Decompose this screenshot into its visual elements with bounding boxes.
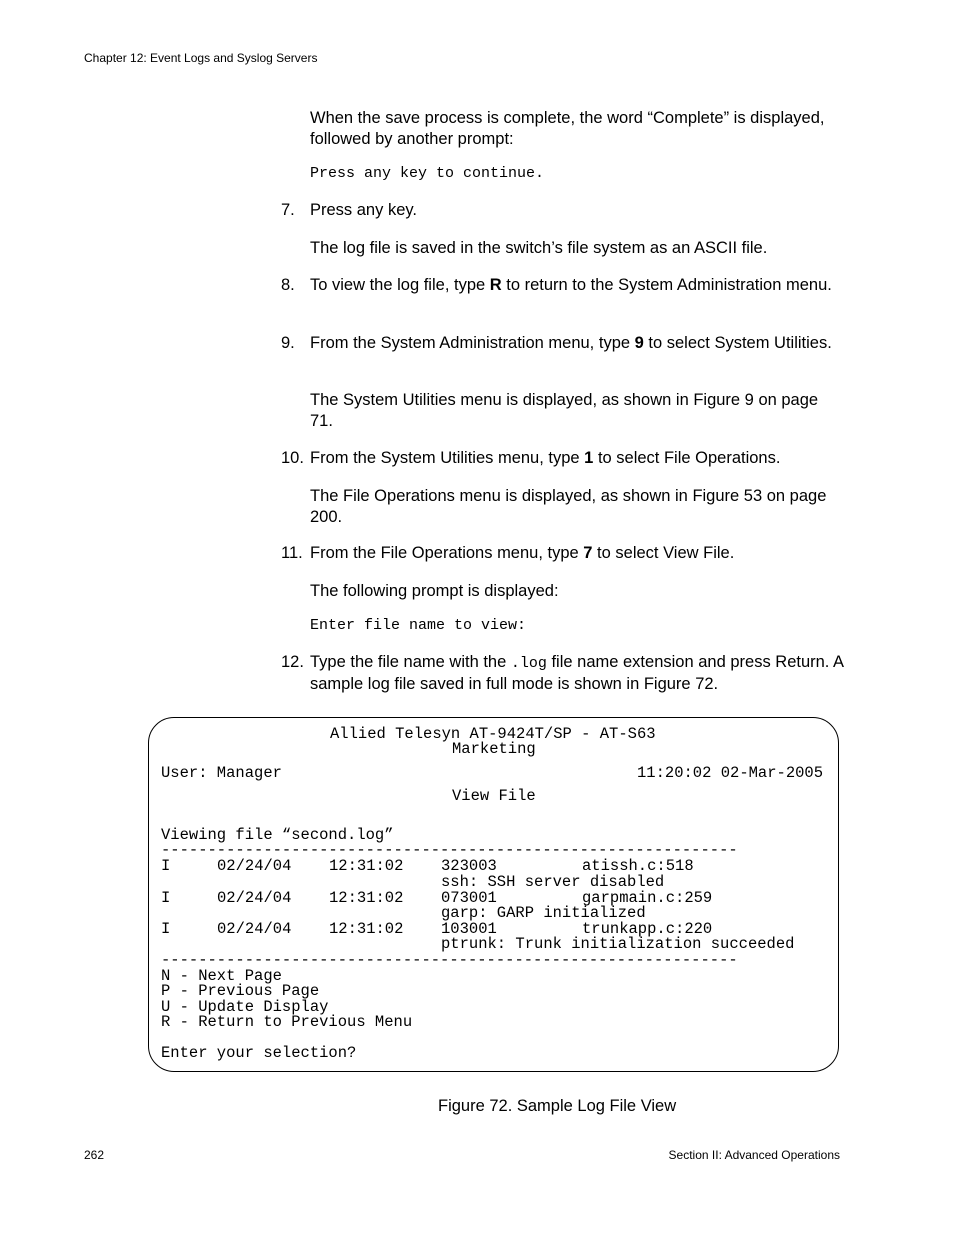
log-entry-type: I — [161, 857, 171, 875]
log-entry-source: trunkapp.c:220 — [582, 920, 713, 938]
screen-title: Allied Telesyn AT-9424T/SP - AT-S63 — [330, 725, 656, 743]
step-number: 10. — [281, 449, 304, 467]
figure-caption: Figure 72. Sample Log File View — [438, 1097, 677, 1115]
step-number: 8. — [281, 276, 295, 294]
step-number: 11. — [281, 544, 303, 562]
step-number: 7. — [281, 201, 295, 219]
log-entry-source: atissh.c:518 — [582, 857, 694, 875]
step-11-prompt: Enter file name to view: — [310, 617, 527, 634]
step-8 — [281, 275, 846, 296]
step-number: 12. — [281, 653, 304, 671]
screen-subtitle: Marketing — [452, 740, 536, 758]
terminal-screen — [148, 717, 839, 1072]
log-entry-date: 02/24/04 — [217, 920, 292, 938]
log-entry-date: 02/24/04 — [217, 857, 292, 875]
log-entry-message: garp: GARP initialized — [441, 904, 646, 922]
menu-item-previous-page[interactable]: P - Previous Page — [161, 982, 320, 1000]
screen-viewing-file: Viewing file “second.log” — [161, 826, 394, 844]
step-9-note: The System Utilities menu is displayed, as shown in Figure 9 on page 71. — [310, 391, 819, 430]
step-9 — [281, 333, 846, 354]
log-entry-date: 02/24/04 — [217, 889, 292, 907]
screen-datetime: 11:20:02 02-Mar-2005 — [637, 764, 824, 782]
step-7-note: The log file is saved in the switch’s file system as an ASCII file. — [310, 239, 768, 257]
log-entry-message: ptrunk: Trunk initialization succeeded — [441, 935, 795, 953]
step-7 — [281, 200, 846, 221]
log-entry-id: 073001 — [441, 889, 497, 907]
log-entry-time: 12:31:02 — [329, 857, 404, 875]
step-11-note: The following prompt is displayed: — [310, 582, 559, 600]
log-entry-type: I — [161, 920, 171, 938]
step-text: To view the log file, type R to return to the System Administration menu. — [310, 276, 832, 294]
step-text: From the System Utilities menu, type 1 to select File Operations. — [310, 449, 781, 467]
menu-item-update-display[interactable]: U - Update Display — [161, 998, 329, 1016]
screen-separator: -------------------------------------------------------------- — [161, 951, 738, 969]
running-header: Chapter 12: Event Logs and Syslog Servers — [84, 51, 318, 65]
step-11 — [281, 543, 846, 564]
section-footer: Section II: Advanced Operations — [668, 1148, 840, 1162]
intro-prompt: Press any key to continue. — [310, 165, 545, 182]
log-entry-type: I — [161, 889, 171, 907]
step-text: Type the file name with the .log file name extension and press Return. A sample log file saved in full mode is shown in Figure 72. — [310, 653, 844, 693]
log-entry-time: 12:31:02 — [329, 920, 404, 938]
step-10-note: The File Operations menu is displayed, as shown in Figure 53 on page 200. — [310, 487, 827, 526]
step-text: From the File Operations menu, type 7 to select View File. — [310, 544, 735, 562]
intro-paragraph: When the save process is complete, the word “Complete” is displayed, followed by another prompt: — [310, 109, 825, 148]
selection-prompt[interactable]: Enter your selection? — [161, 1044, 357, 1062]
log-entry-message: ssh: SSH server disabled — [441, 873, 665, 891]
menu-item-next-page[interactable]: N - Next Page — [161, 967, 282, 985]
menu-item-return[interactable]: R - Return to Previous Menu — [161, 1013, 413, 1031]
step-12 — [281, 652, 846, 695]
log-entry-id: 323003 — [441, 857, 497, 875]
page-number: 262 — [84, 1148, 105, 1162]
screen-user: User: Manager — [161, 764, 282, 782]
step-number: 9. — [281, 334, 295, 352]
step-text: From the System Administration menu, type 9 to select System Utilities. — [310, 334, 832, 352]
step-text: Press any key. — [310, 201, 417, 219]
log-entry-id: 103001 — [441, 920, 497, 938]
log-entry-time: 12:31:02 — [329, 889, 404, 907]
screen-separator: -------------------------------------------------------------- — [161, 841, 738, 859]
step-10 — [281, 448, 846, 469]
log-entry-source: garpmain.c:259 — [582, 889, 713, 907]
screen-view-title: View File — [452, 787, 536, 805]
